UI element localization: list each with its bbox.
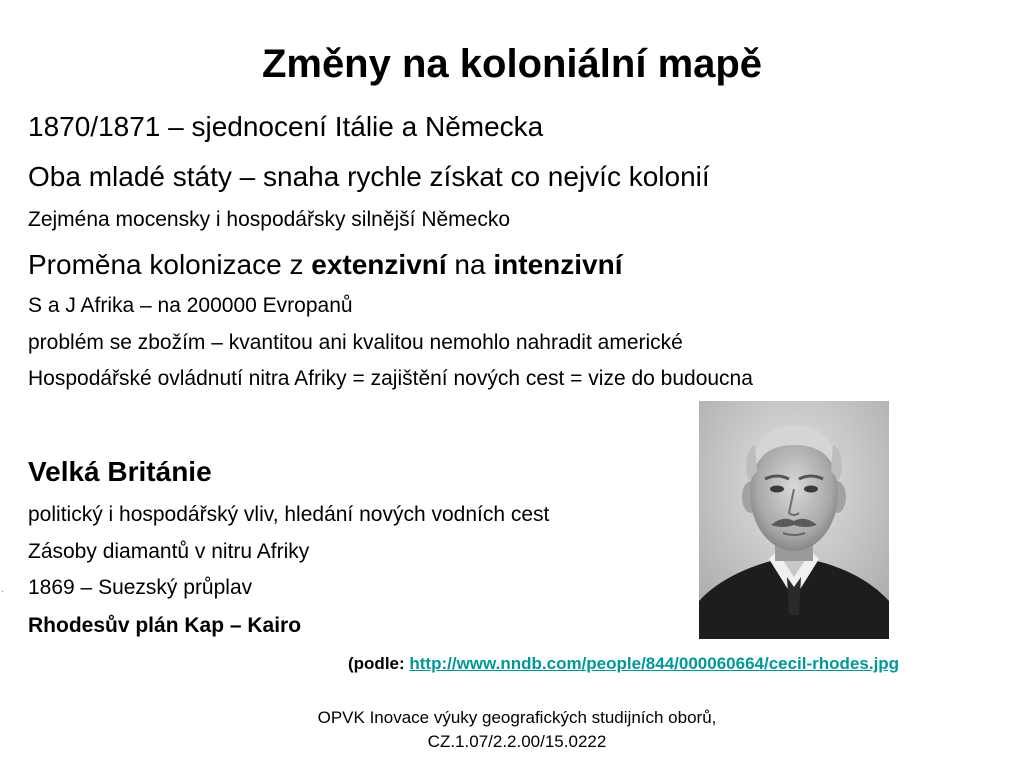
bullet-diamonds: Zásoby diamantů v nitru Afriky xyxy=(28,540,310,563)
footer-line-2: CZ.1.07/2.2.00/15.0222 xyxy=(427,732,607,751)
bullet-influence: politický i hospodářský vliv, hledání nových vodních cest xyxy=(28,503,550,526)
footer xyxy=(0,706,1024,754)
bullet-unification: 1870/1871 – sjednocení Itálie a Německa xyxy=(28,111,544,142)
colonization-intensive: intenzivní xyxy=(493,249,623,280)
colonization-text-pre: Proměna kolonizace z xyxy=(28,249,312,280)
bullet-goods-problem: problém se zbožím – kvantitou ani kvalitou nemohlo nahradit americké xyxy=(28,331,683,354)
bullet-colonization-change xyxy=(28,249,622,281)
image-source-caption xyxy=(348,654,899,674)
source-link[interactable]: http://www.nndb.com/people/844/000060664/cecil-rhodes.jpg xyxy=(409,654,900,673)
slide-title: Změny na koloniální mapě xyxy=(261,42,763,86)
source-prefix: (podle: xyxy=(348,654,410,673)
bullet-germany-stronger: Zejména mocensky i hospodářsky silnější Německo xyxy=(28,208,511,231)
colonization-extensive: extenzivní xyxy=(311,249,447,280)
bullet-economic-control: Hospodářské ovládnutí nitra Afriky = zajištění nových cest = vize do budoucna xyxy=(28,367,753,390)
bullet-young-states: Oba mladé státy – snaha rychle získat co nejvíc kolonií xyxy=(28,161,710,192)
stray-mark: · xyxy=(1,586,5,597)
bullet-rhodes-plan: Rhodesův plán Kap – Kairo xyxy=(28,614,302,637)
section-heading-great-britain: Velká Británie xyxy=(28,456,212,487)
bullet-africa-europeans: S a J Afrika – na 200000 Evropanů xyxy=(28,294,353,317)
colonization-text-mid: na xyxy=(446,249,494,280)
bullet-suez: 1869 – Suezský průplav xyxy=(28,576,253,599)
footer-line-1: OPVK Inovace výuky geografických studijních oborů, xyxy=(317,708,717,727)
portrait-photo xyxy=(699,401,889,639)
